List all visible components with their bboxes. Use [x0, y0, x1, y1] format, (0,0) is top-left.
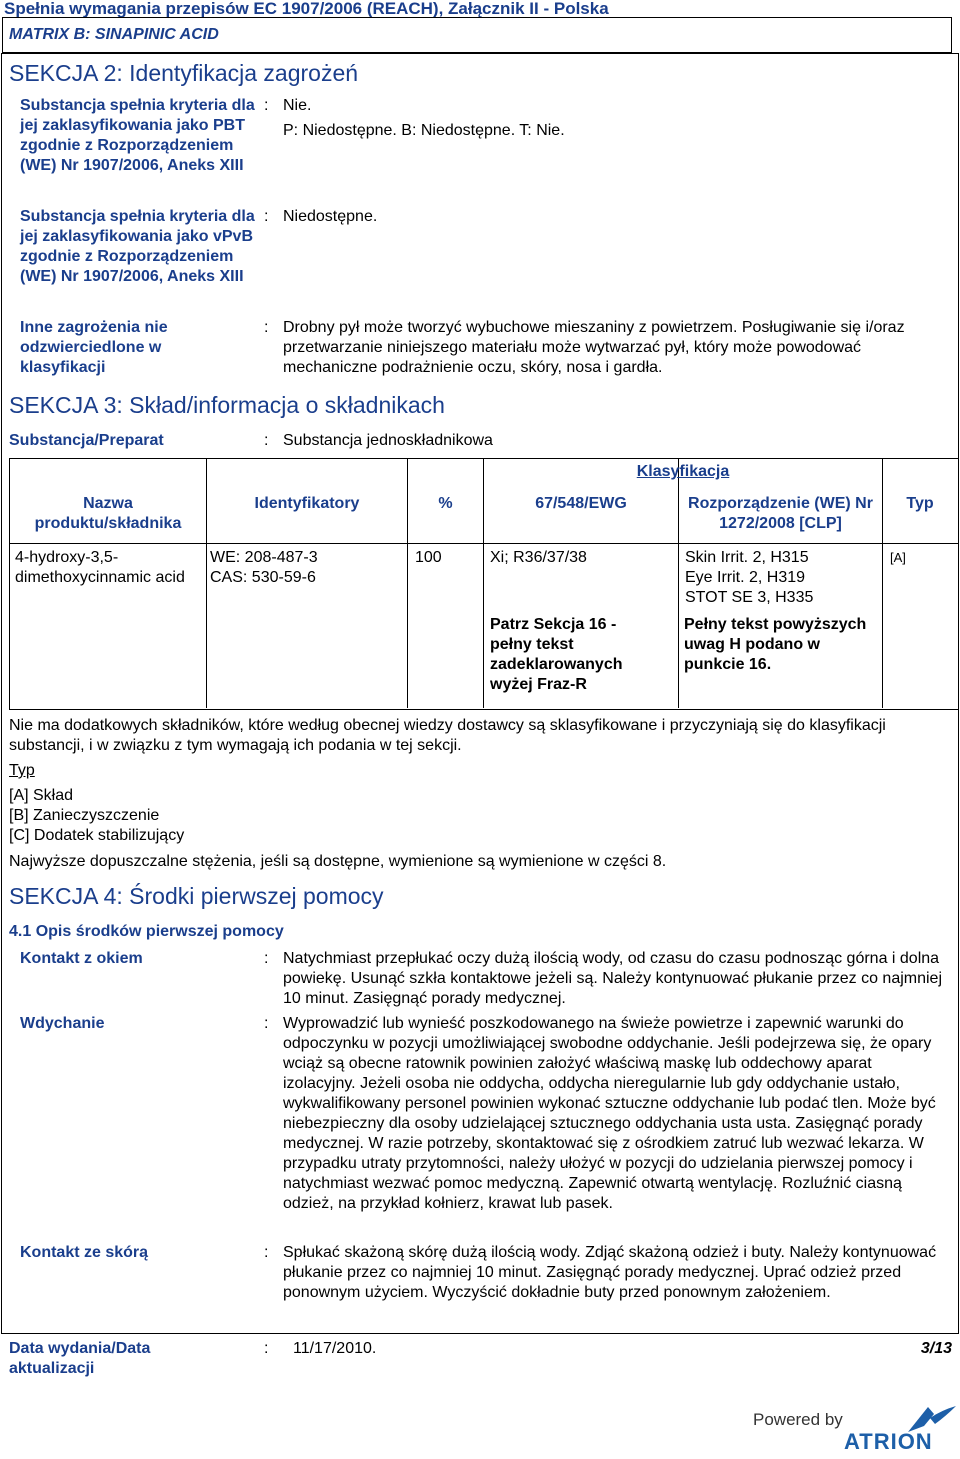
document-header-title: Spełnia wymagania przepisów EC 1907/2006 (REACH), Załącznik II - Polska: [4, 0, 609, 18]
substance-colon: :: [264, 432, 269, 449]
other-hazards-label: Inne zagrożenia nie odzwierciedlone w klasyfikacji: [20, 319, 168, 376]
atrion-logo: [752, 1404, 960, 1454]
ingredient-type: [A]: [890, 550, 906, 565]
skin-contact-colon: :: [264, 1244, 269, 1261]
col-header-identifiers: Identyfikatory: [254, 495, 360, 512]
pbt-value: Nie.: [283, 97, 312, 114]
eye-contact-value: Natychmiast przepłukać oczy dużą ilością wody, od czasu do czasu podnosząc górna i dolna powiekę. Usunąć szkła kontaktowe jeżeli są. Należy kontynuować płukanie przez co najmniej 10 minut. Zasięgnąć porady medycznej.: [283, 950, 942, 1007]
type-legend-item: [A] Skład: [9, 787, 74, 804]
col-header-name: Nazwa produktu/składnika: [34, 495, 182, 532]
col-header-percent: %: [438, 495, 453, 512]
issue-date-colon: :: [264, 1340, 269, 1357]
type-legend-heading: Typ: [9, 762, 35, 779]
vpvb-value: Niedostępne.: [283, 208, 378, 225]
page-number: 3/13: [920, 1340, 952, 1357]
pbt-label: Substancja spełnia kryteria dla jej zaklasyfikowania jako PBT zgodnie z Rozporządzeniem (WE) Nr 1907/2006, Aneks XIII: [20, 97, 255, 174]
other-hazards-colon: :: [264, 319, 269, 336]
inhalation-colon: :: [264, 1015, 269, 1032]
other-hazards-value: Drobny pył może tworzyć wybuchowe mieszaniny z powietrzem. Posługiwanie się i/oraz przetwarzanie niniejszego materiału może wytwarzać pył, który może powodować mechaniczne podrażnienie oczu, skóry, nosa i gardła.: [283, 319, 905, 376]
eye-contact-colon: :: [264, 950, 269, 967]
exposure-limits-note: Najwyższe dopuszczalne stężenia, jeśli są dostępne, wymienione są wymienione w części 8.: [9, 853, 667, 870]
ewg-full-text-note: Patrz Sekcja 16 - pełny tekst zadeklarowanych wyżej Fraz-R: [490, 616, 623, 693]
pbt-criteria-value: P: Niedostępne. B: Niedostępne. T: Nie.: [283, 122, 565, 139]
type-legend-item: [B] Zanieczyszczenie: [9, 807, 160, 824]
first-aid-subheading: 4.1 Opis środków pierwszej pomocy: [9, 923, 284, 940]
vpvb-colon: :: [264, 208, 269, 225]
ingredient-ec-number: WE: 208-487-3: [210, 549, 318, 566]
col-header-clp: Rozporządzenie (WE) Nr 1272/2008 [CLP]: [688, 495, 873, 532]
product-name: MATRIX B: SINAPINIC ACID: [9, 26, 219, 43]
ingredient-name: 4-hydroxy-3,5-dimethoxycinnamic acid: [15, 549, 185, 586]
vpvb-label: Substancja spełnia kryteria dla jej zaklasyfikowania jako vPvB zgodnie z Rozporządzeniem (WE) Nr 1907/2006, Aneks XIII: [20, 208, 255, 285]
issue-date-value: 11/17/2010.: [293, 1340, 377, 1357]
section-3-title: SEKCJA 3: Skład/informacja o składnikach: [9, 392, 445, 418]
issue-date-label: Data wydania/Data aktualizacji: [9, 1340, 151, 1377]
section-4-title: SEKCJA 4: Środki pierwszej pomocy: [9, 883, 384, 909]
pbt-colon: :: [264, 97, 269, 114]
ingredient-cas-number: CAS: 530-59-6: [210, 569, 316, 586]
type-legend-item: [C] Dodatek stabilizujący: [9, 827, 185, 844]
ingredient-clp-2: Eye Irrit. 2, H319: [685, 569, 806, 586]
classification-group-header: Klasyfikacja: [636, 463, 730, 480]
atrion-wordmark: ATRION: [844, 1429, 933, 1454]
ingredient-clp-1: Skin Irrit. 2, H315: [685, 549, 809, 566]
col-header-ewg: 67/548/EWG: [535, 495, 627, 512]
eye-contact-label: Kontakt z okiem: [20, 950, 143, 967]
clp-full-text-note: Pełny tekst powyższych uwag H podano w punkcie 16.: [684, 616, 867, 673]
table-header-rule: [10, 543, 958, 544]
ingredient-clp-3: STOT SE 3, H335: [685, 589, 814, 606]
substance-label: Substancja/Preparat: [9, 432, 164, 449]
skin-contact-value: Spłukać skażoną skórę dużą ilością wody. Zdjąć skażoną odzież i buty. Należy kontynuować płukanie przez co najmniej 10 minut. Zasięgnąć porady medycznej. Uprać odzież przed ponownym użyciem. Wyczyścić dokładnie buty przed ponownym założeniem.: [283, 1244, 937, 1301]
skin-contact-label: Kontakt ze skórą: [20, 1244, 149, 1261]
powered-by-text: Powered by: [753, 1410, 843, 1429]
section-2-title: SEKCJA 2: Identyfikacja zagrożeń: [9, 60, 359, 86]
inhalation-value: Wyprowadzić lub wynieść poszkodowanego na świeże powietrze i zapewnić warunki do odpoczynku w pozycji umożliwiającej swobodne oddychanie. Jeśli podejrzewa się, że opary wciąż są obecne ratownik powinien założyć właściwą maskę lub oddechowy aparat izolacyjny. Jeżeli osoba nie oddycha, oddycha nieregularnie lub gdy oddychanie ustało, wykwalifikowany personel powinien wykonać sztuczne oddychanie lub podać tlen. Może być niebezpieczny dla osoby udzielającej sztucznego oddychania usta usta. Zasięgnąć porady medycznej. W razie potrzeby, skontaktować się z ośrodkiem zatruć lub wezwać lekarza. W przypadku utraty przytomności, należy ułożyć w pozycji do udzielania pierwszej pomocy i natychmiast wezwać pomoc medyczną. Zapewnić otwartą wentylację. Rozluźnić ciasną odzież, na przykład kołnierz, krawat lub pasek.: [283, 1015, 936, 1212]
ingredient-percent: 100: [415, 549, 442, 566]
inhalation-label: Wdychanie: [20, 1015, 105, 1032]
substance-value: Substancja jednoskładnikowa: [283, 432, 493, 449]
col-header-type: Typ: [906, 495, 934, 512]
ingredient-ewg: Xi; R36/37/38: [490, 549, 587, 566]
additional-ingredients-note: Nie ma dodatkowych składników, które według obecnej wiedzy dostawcy są sklasyfikowane i przyczyniają się do klasyfikacji substancji, i w związku z tym wymagają ich podania w tej sekcji.: [9, 717, 886, 754]
